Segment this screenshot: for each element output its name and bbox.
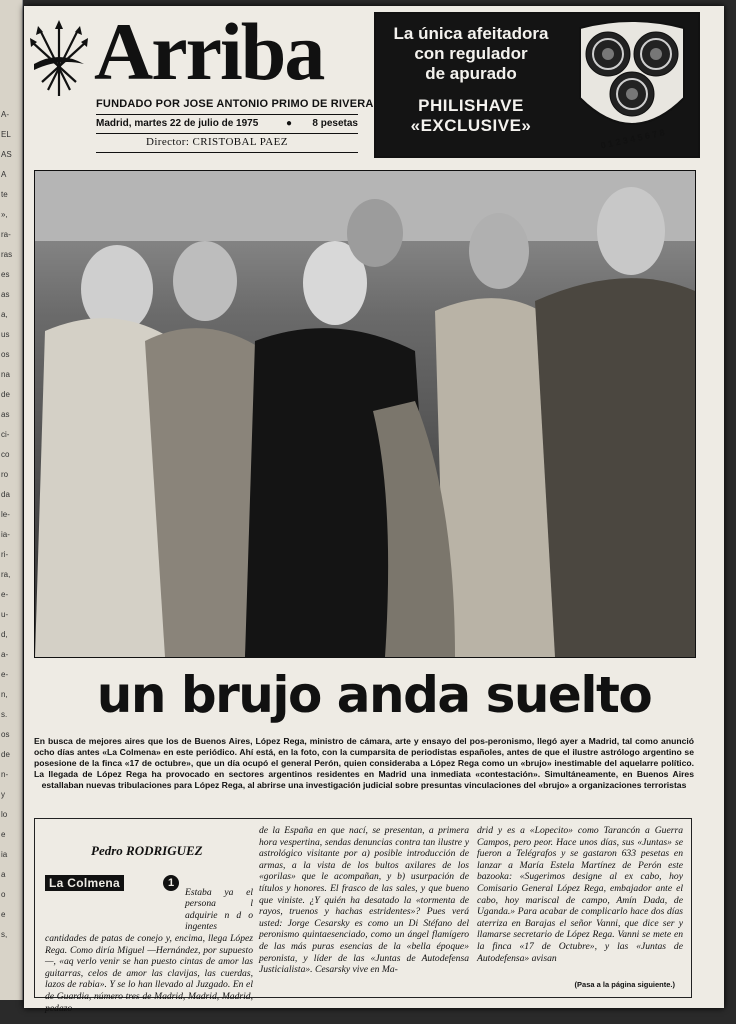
lead-paragraph: En busca de mejores aires que los de Buenos Aires, López Rega, ministro de cámara, arte y ensayo del pos-peronismo, llegó ayer a Madrid, tal como anunció ocho días antes «La Colmena» en este periódico. Ahí está, en la foto, con la cumparsita de periodistas españoles, antes de que el ilustre astrólogo argentino se posesione de la finca «17 de octubre», que un día ocupó el general Perón, quien consideraba a López Rega como un «brujo» inestimable del aquelarre político. La llegada de López Rega ha provocado en sectores argentinos residentes en Madrid una inmediata «contestación». Simultáneamente, en Buenos Aires estallaban nuevas tribulaciones para López Rega, al abrirse una investigación judicial sobre presuntas vinculaciones del «brujo» a organizaciones terroristas [34,736,694,790]
main-headline: un brujo anda suelto [96,666,652,724]
strip-fragment: de [1,750,10,759]
strip-fragment: y [1,790,5,799]
strip-fragment: n, [1,690,8,699]
strip-fragment: AS [1,150,12,159]
la-colmena-column [34,818,692,1014]
strip-fragment: na [1,370,10,379]
strip-fragment: lo [1,810,8,819]
masthead-rule [96,152,358,153]
newspaper-front-page [24,6,724,1014]
strip-fragment: ia [1,850,8,859]
author-byline: Pedro RODRIGUEZ [91,843,203,858]
dial-numbers: 0 1 2 3 4 5 6 7 8 [599,127,666,151]
strip-fragment: ra- [1,230,11,239]
strip-fragment: te [1,190,8,199]
yoke-and-arrows-emblem [30,20,88,100]
strip-fragment: de [1,390,10,399]
article-text: cantidades de patas de conejo y, encima, llega López Rega. Como diría Miguel —Hernández, por supuesto—, «aq verlo venir se han puesto cintas de amor las guitarras, celos de amor las clavijas, las cuerdas, lazos de rabia». Y se lo han llevado al Juzgado. En el de Guardia, número tres de Madrid, Madrid, Madrid, pedazo [45,932,253,1014]
strip-fragment: n- [1,770,9,779]
shaver-head-icon [572,18,692,150]
strip-fragment: co [1,450,10,459]
article-column-2: de la España en que nací, se presentan, a primera hora vespertina, sendas denuncias contra tan ilustre y astrológico visitante por a) posible introducción de armas, a la vista de los bultos axilares de los «gorilas» que le acompañan, y b) usurpación de títulos y honores. El frasco de las sales, y que bueno que viniste. ¿Y quién ha desatado la «tormenta de rayos, truenos y hachas estridentes»? Pues verá usted: Jorge Cesarsky es como un Di Stéfano del peronismo quintaesenciado, como un ángel flamígero de las más puras esencias de la «bella époque» peronista, y líder de las «Juntas de Autodefensa Justicialista». Cesarsky vive en Ma- [259,825,469,976]
section-heading [45,875,253,891]
article-text-start: Estaba ya el persona l adquirie n d o ingentes [185,886,253,933]
ad-product-model: «EXCLUSIVE» [410,116,532,135]
strip-fragment: ia- [1,530,10,539]
strip-fragment: as [1,410,10,419]
director-name: CRISTOBAL PAEZ [192,136,288,148]
director-label: Director: [146,136,190,148]
strip-fragment: ci- [1,430,10,439]
news-photograph [34,170,696,658]
strip-fragment: A- [1,110,9,119]
strip-fragment: a- [1,650,9,659]
strip-fragment: es [1,270,10,279]
strip-fragment: u- [1,610,9,619]
strip-fragment: ro [1,470,9,479]
strip-fragment: os [1,350,10,359]
strip-fragment: e [1,910,6,919]
adjacent-page-strip [0,0,23,1000]
strip-fragment: ra, [1,570,11,579]
ad-line: de apurado [425,64,517,83]
ad-copy [376,24,566,136]
strip-fragment: ras [1,250,13,259]
strip-fragment: a, [1,310,8,319]
strip-fragment: os [1,730,10,739]
strip-fragment: », [1,210,8,219]
continued-note: (Pasa a la página siguiente.) [574,980,675,989]
newspaper-title: Arriba [94,6,324,97]
strip-fragment: ri- [1,550,9,559]
founded-by-line: FUNDADO POR JOSE ANTONIO PRIMO DE RIVERA [96,98,374,110]
strip-fragment: da [1,490,10,499]
strip-fragment: a [1,870,6,879]
strip-fragment: s, [1,930,8,939]
strip-fragment: s. [1,710,8,719]
strip-fragment: e- [1,590,9,599]
masthead-rule [96,114,358,115]
strip-fragment: o [1,890,6,899]
ad-line: con regulador [414,44,528,63]
ad-product-name: PHILISHAVE [418,96,524,115]
section-logo: La Colmena [45,875,124,891]
bullet-separator: ● [286,118,293,129]
ad-line: La única afeitadora [393,24,549,43]
masthead-rule [96,133,358,134]
strip-fragment: as [1,290,10,299]
strip-fragment: e- [1,670,9,679]
issue-price: 8 pesetas [312,118,358,129]
strip-fragment: le- [1,510,10,519]
strip-fragment: A [1,170,7,179]
dateline [96,118,358,129]
article-number: 1 [163,875,179,891]
philishave-advertisement [374,12,700,158]
strip-fragment: us [1,330,10,339]
strip-fragment: EL [1,130,11,139]
issue-date: Madrid, martes 22 de julio de 1975 [96,118,259,129]
article-column-3: drid y es a «Lopecito» como Tarancón a Guerra Campos, pero peor. Hace unos días, sus «Juntas» se fueron a Telégrafos y se gastaron 633 pesetas en lanzar a María Estela Martínez de Perón este bazooka: «Sugerimos designe al ex cabo, hoy Comisario General López Rega, embajador ante el cabo, hoy mariscal de campo, Amín Dada, de Uganda.» Para acabar de complicarlo hace dos días aterriza en Barajas el señor Vanni, que dice ser y llamarse secretario de López Rega. Vanni se mete en la finca «17 de Octubre», y las «Juntas de Autodefensa» avisan [477,825,683,964]
strip-fragment: e [1,830,6,839]
strip-fragment: d, [1,630,8,639]
director-line [146,136,288,148]
article-column-1 [45,825,253,1014]
